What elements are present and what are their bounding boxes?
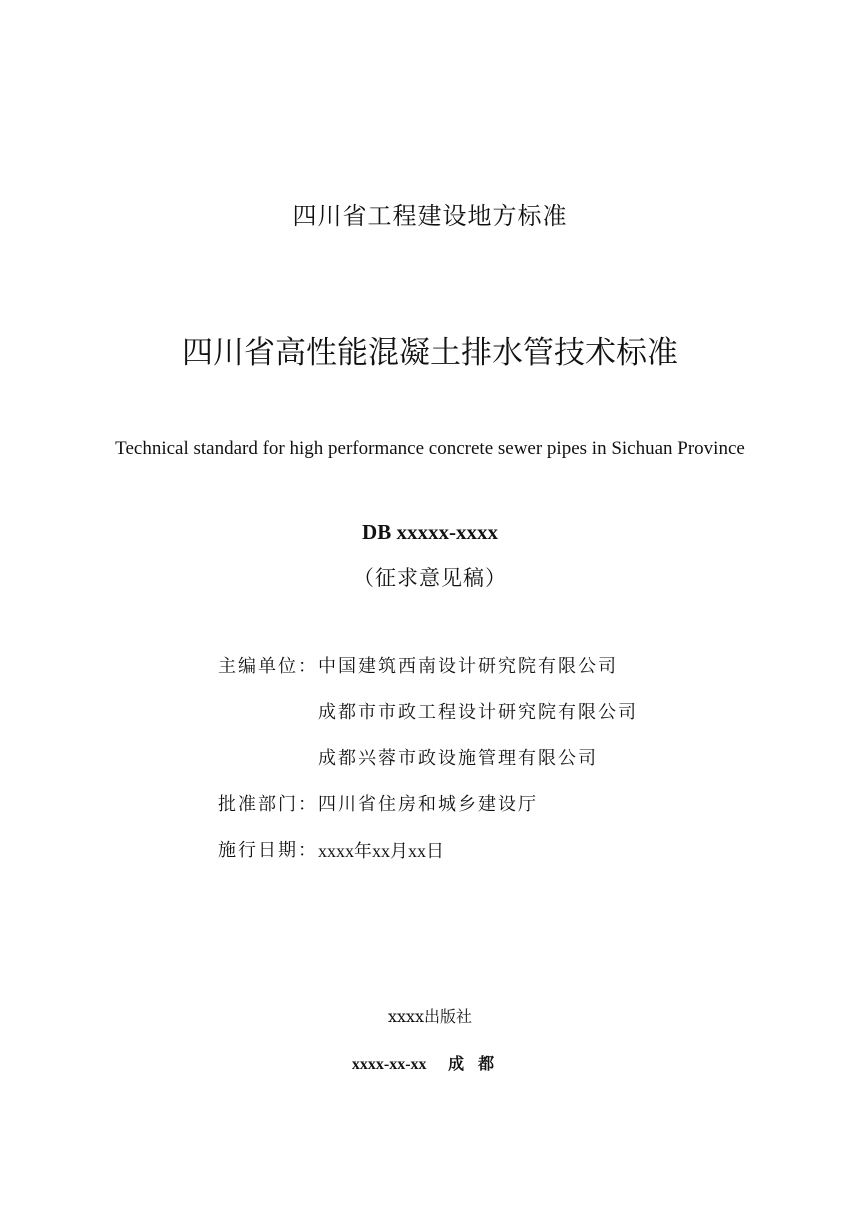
approval-label: 批准部门： [218,794,318,815]
publication-city: 成都 [448,1054,509,1073]
publication-date-place [0,1050,860,1079]
label-spacer [218,744,318,774]
series-title: 四川省工程建设地方标准 [292,202,568,230]
editor-row [218,698,738,728]
editor-unit: 成都兴蓉市政设施管理有限公司 [318,748,598,769]
editor-unit: 成都市市政工程设计研究院有限公司 [318,702,638,723]
editor-unit: 中国建筑西南设计研究院有限公司 [318,656,618,677]
implementation-row [218,836,738,866]
editor-row [218,652,738,682]
editor-row [218,744,738,774]
english-title: Technical standard for high performance concrete sewer pipes in Sichuan Province [115,438,745,459]
approval-department: 四川省住房和城乡建设厅 [318,794,538,815]
draft-status: （征求意见稿） [353,566,507,590]
label-spacer [218,698,318,728]
implementation-date: xxxx年xx月xx日 [318,841,444,861]
document-information [218,652,738,882]
main-title: 四川省高性能混凝土排水管技术标准 [182,335,678,371]
implementation-label: 施行日期： [218,840,318,861]
publication-date: xxxx-xx-xx [351,1056,427,1073]
publisher: xxxx出版社 [387,1007,473,1026]
approval-row [218,790,738,820]
editor-label: 主编单位： [218,656,318,677]
standard-code: DB xxxxx-xxxx [362,520,498,544]
